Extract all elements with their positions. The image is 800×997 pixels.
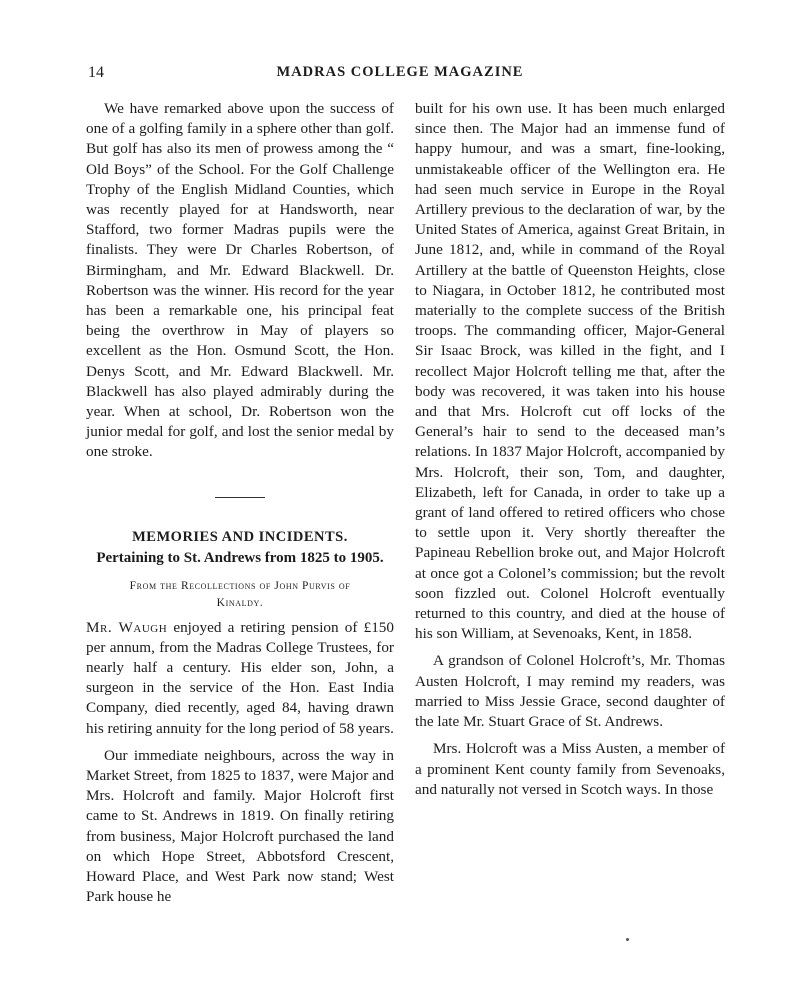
waugh-text: enjoyed a retiring pension of £150 per annum, from the Madras College Trustees, for nearly half a century. His elder son, John, a surgeon in the service of the Hon. East India Company, died recently, aged 84, having drawn his retiring annuity for the long period of 58 years.	[86, 618, 394, 737]
neighbours-paragraph: Our immediate neighbours, across the way in Market Street, from 1825 to 1837, were Major and Mrs. Holcroft and family. Major Holcroft first came to St. Andrews in 1819. On finally retiring from business, Major Holcroft purchased the land on which Hope Street, Abbotsford Crescent, Howard Place, and West Park now stand; West Park house he	[86, 746, 394, 906]
grandson-paragraph: A grandson of Colonel Holcroft’s, Mr. Thomas Austen Holcroft, I may remind my readers, was married to Miss Jessie Grace, second daughter of the late Mr. Stuart Grace of St. Andrews.	[415, 652, 725, 731]
golf-paragraph: We have remarked above upon the success of one of a golfing family in a sphere other than golf. But golf has also its men of prowess among the “ Old Boys” of the School. For the Golf Challenge Trophy of the English Midland Counties, which was recently played for at Handsworth, near Stafford, two former Madras pupils were the finalists. They were Dr Charles Robertson, of Birmingham, and Mr. Edward Blackwell. Dr. Robertson was the winner. His record for the year has been a remarkable one, his principal feat being the overthrow in May of players so excellent as the Hon. Osmund Scott, the Hon. Denys Scott, and Mr. Edward Blackwell. Mr. Blackwell has also played admirably during the year. When at school, Dr. Robertson won the junior medal for golf, and lost the senior medal by one stroke.	[86, 100, 394, 461]
section-divider	[215, 497, 265, 498]
right-column	[415, 99, 725, 800]
byline-line-2: Kinaldy.	[216, 596, 264, 609]
waugh-lead: Mr. Waugh	[86, 618, 168, 636]
running-head: MADRAS COLLEGE MAGAZINE	[276, 64, 524, 80]
page-number: 14	[88, 64, 104, 81]
ink-speck	[626, 938, 629, 941]
holcroft-paragraph: built for his own use. It has been much enlarged since then. The Major had an immense fund of happy humour, and was a smart, fine-looking, unmistakeable officer of the Wellington era. He had seen much service in Europe in the Royal Artillery previous to the declaration of war, by the United States of America, against Great Britain, in June 1812, and, while in command of the Royal Artillery at the battle of Queenston Heights, close to Niagara, in October 1812, he contributed most materially to the complete success of the British troops. The commanding officer, Major-General Sir Isaac Brock, was killed in the fight, and I recollect Major Holcroft telling me that, after the body was recovered, it was taken into his house and that Mrs. Holcroft cut off locks of the General’s hair to send to the deceased man’s relations. In 1837 Major Holcroft, accompanied by Mrs. Holcroft, their son, Tom, and daughter, Elizabeth, left for Canada, in order to take up a grant of land offered to retired officers who chose to settle upon it. Very shortly thereafter the Papineau Rebellion broke out, and Major Holcroft at once got a Colonel’s commission; but the revolt soon fizzled out. Colonel Holcroft eventually returned to this country, and died at the house of his son William, at Sevenoaks, Kent, in 1858.	[415, 100, 725, 643]
left-column	[86, 99, 394, 908]
byline	[86, 578, 394, 612]
waugh-paragraph	[86, 618, 394, 739]
austen-paragraph: Mrs. Holcroft was a Miss Austen, a member of a prominent Kent county family from Sevenoaks, and naturally not versed in Scotch ways. In those	[415, 740, 725, 798]
byline-line-1: From the Recollections of John Purvis of	[129, 579, 351, 592]
section-title: MEMORIES AND INCIDENTS.	[132, 528, 348, 545]
section-subtitle: Pertaining to St. Andrews from 1825 to 1905.	[96, 549, 384, 566]
